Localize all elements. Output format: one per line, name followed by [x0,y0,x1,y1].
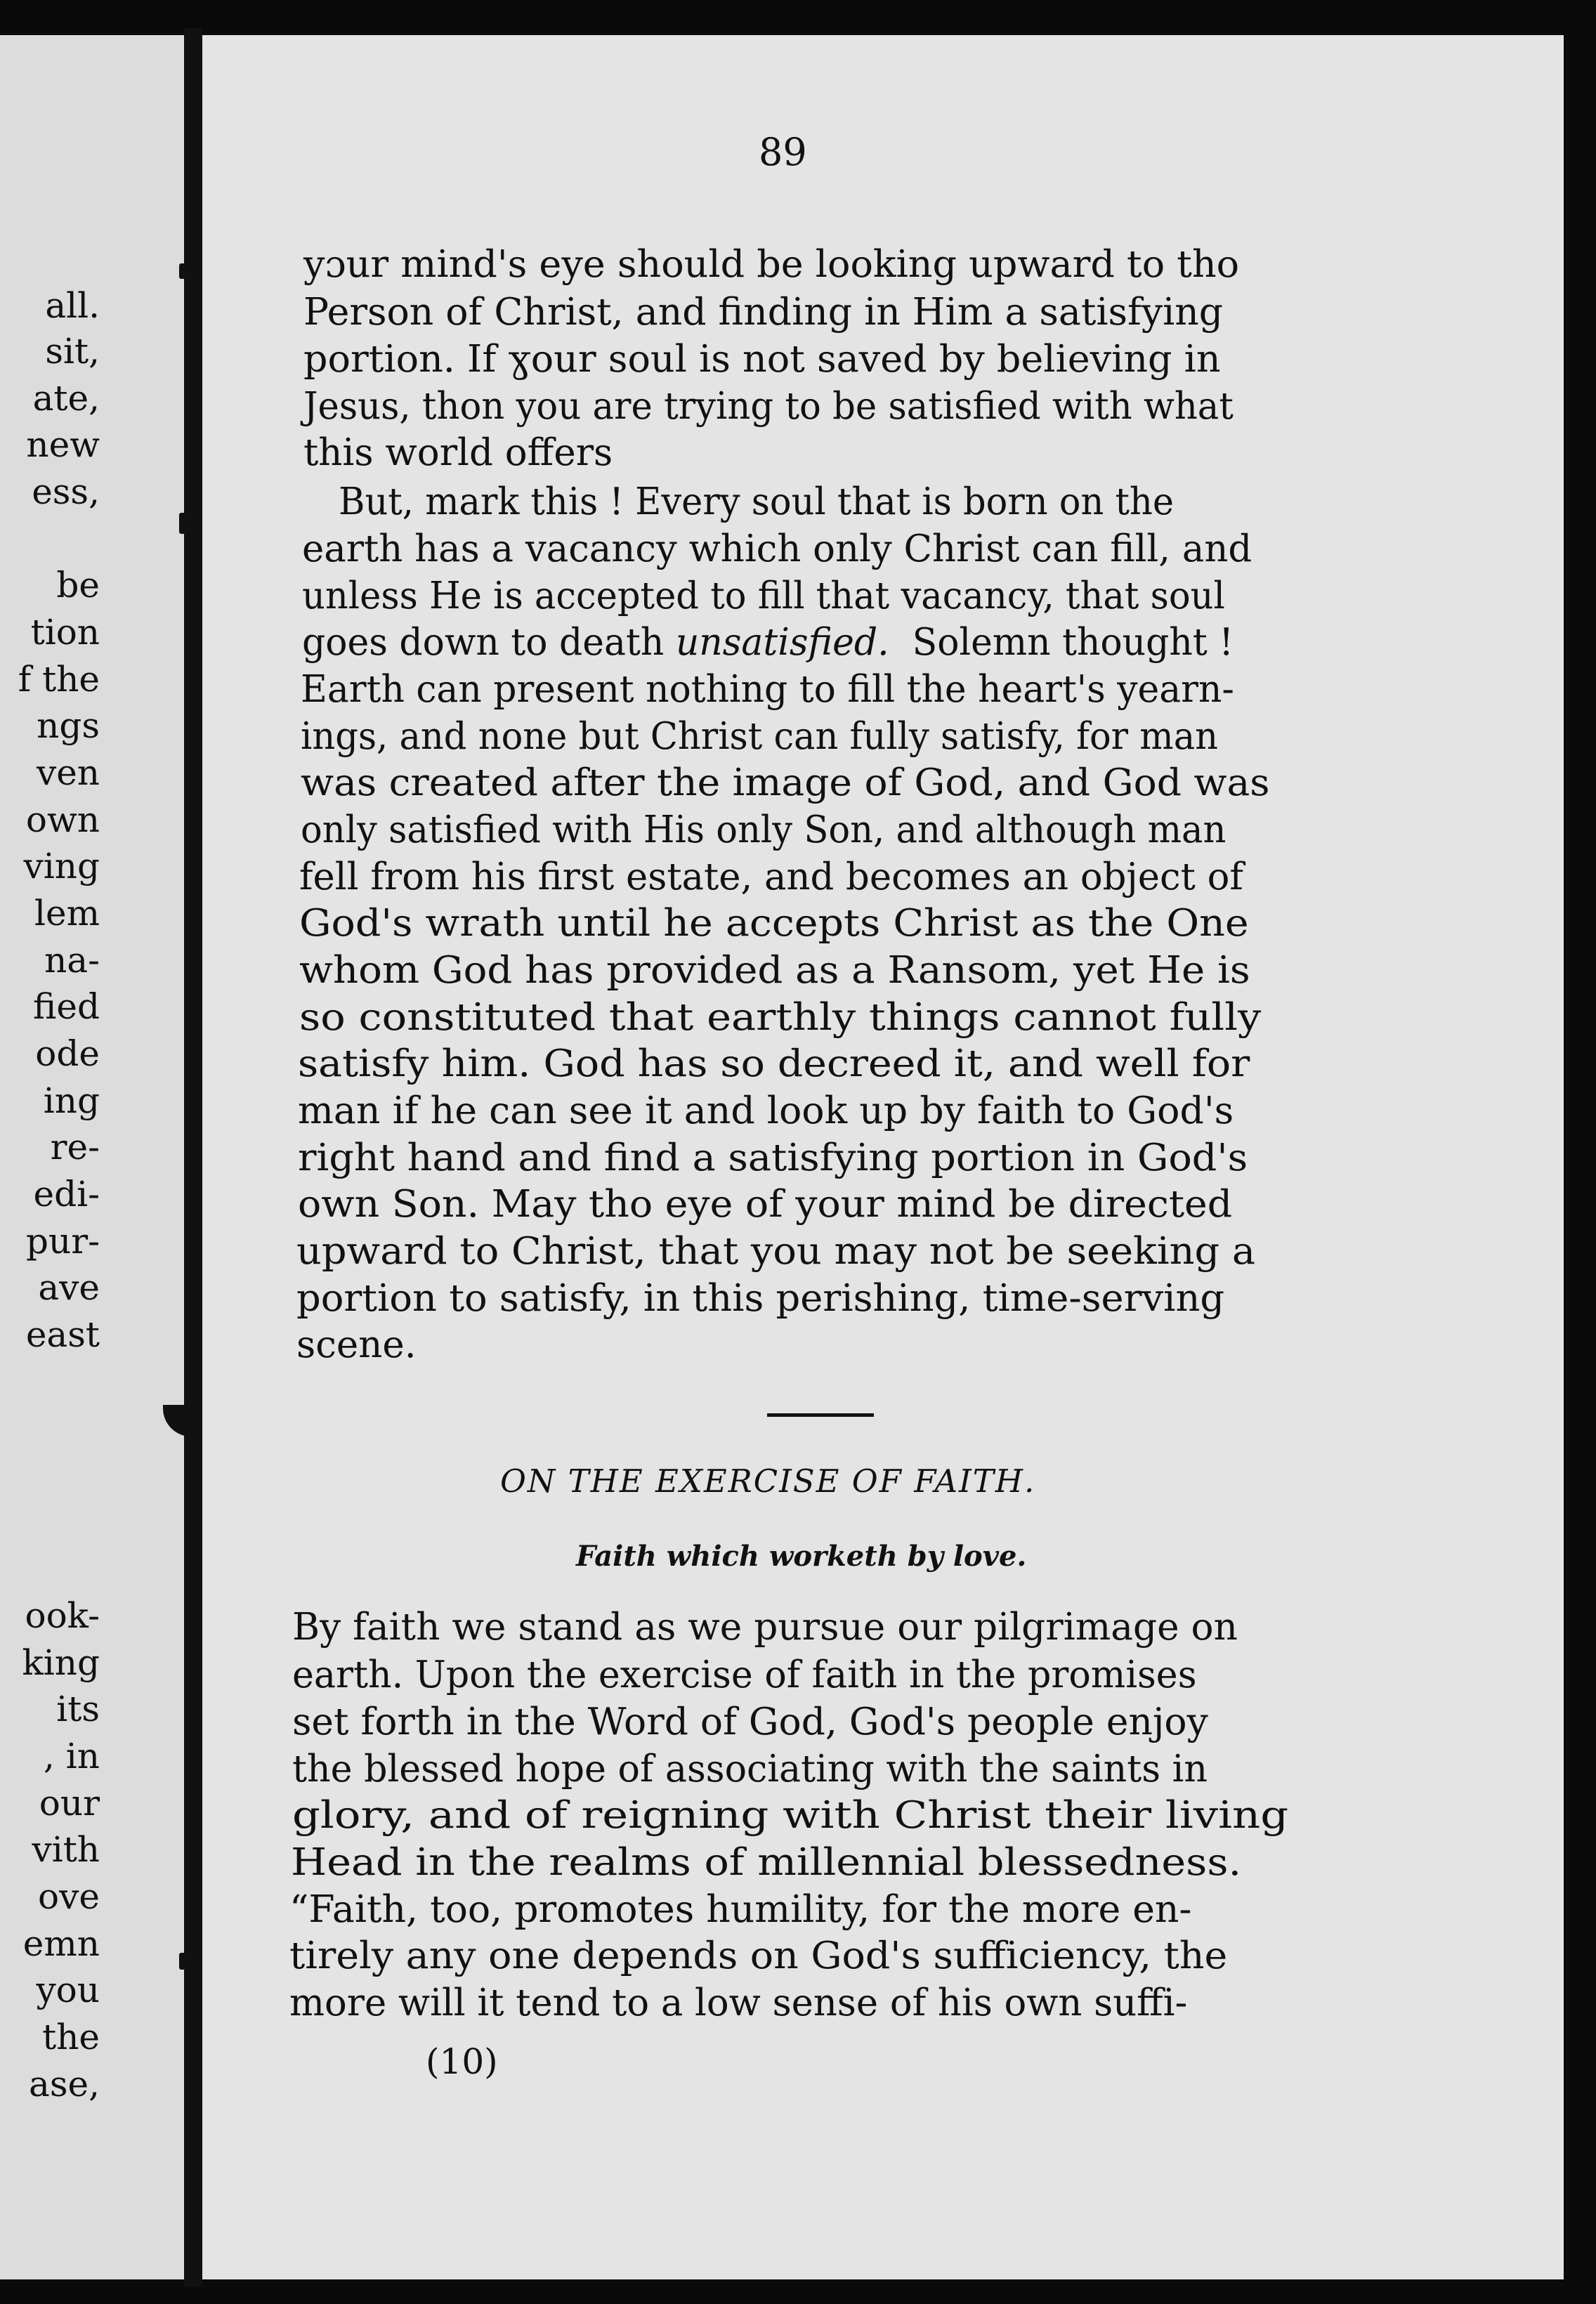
text-line: God's wrath until he accepts Christ as the One [299,902,1249,945]
text-line: only satisfied with His only Son, and although man [301,809,1227,851]
text-line: portion to satisfy, in this perishing, time-serving [296,1277,1225,1320]
text-line: own Son. May tho eye of your mind be directed [298,1183,1233,1226]
bleed-through-text [1080,1321,1087,1347]
left-page-line: fied [33,986,100,1027]
left-page-line: ate, [32,378,100,419]
binding-tab [179,1953,200,1970]
text-line: unless He is accepted to fill that vacancy, that soul [302,575,1225,617]
text-line: glory, and of reigning with Christ their living [292,1794,1289,1837]
page-number: 89 [759,130,807,174]
left-page-line: all. [45,285,100,326]
left-page-line: f the [18,659,100,700]
left-page-fragment [0,35,184,2279]
text-line: earth has a vacancy which only Christ can fill, and [302,528,1252,570]
left-page-line: ven [36,752,100,793]
text-line: portion. If ɣour soul is not saved by believing in [303,338,1221,381]
left-page-line: ave [38,1267,100,1308]
text-line: Head in the realms of millennial blessedness. [291,1841,1242,1884]
text-line: Jesus, thon you are trying to be satisfied with what [303,385,1234,428]
left-page-line: ngs [37,705,100,746]
left-page-line: new [26,424,100,465]
left-page-line: the [42,2017,100,2057]
section-subheading: Faith which worketh by love. [576,1540,1027,1573]
left-page-line: , in [44,1736,100,1776]
left-page-line: king [22,1642,100,1683]
left-page-line: re- [50,1127,100,1167]
left-page-line: tion [30,612,100,653]
text-line: more will it tend to a low sense of his own suffi- [289,1982,1188,2024]
left-page-line: own [25,799,100,840]
text-fragment: goes down to death [302,621,665,664]
text-line: scene. [296,1323,417,1366]
text-line: But, mark this ! Every soul that is born on the [339,480,1175,523]
signature-mark: (10) [426,2041,498,2082]
left-page-line: you [36,1970,100,2010]
left-page-line: ase, [29,2064,100,2105]
text-line: Person of Christ, and finding in Him a satisfying [303,291,1224,334]
left-page-line: east [25,1314,100,1355]
left-page-line: pur- [25,1221,100,1262]
text-line: man if he can see it and look up by faith to God's [298,1089,1234,1132]
text-line: upward to Christ, that you may not be seeking a [296,1230,1256,1273]
text-line: satisfy him. God has so decreed it, and well for [298,1042,1250,1085]
left-page-line: ving [23,846,100,886]
text-line: whom God has provided as a Ransom, yet He is [299,949,1250,992]
binding-tab [179,263,200,279]
text-line: the blessed hope of associating with the saints in [292,1748,1208,1791]
text-line: was created after the image of God, and God was [301,761,1270,804]
text-line: yɔur mind's eye should be looking upward to tho [303,243,1240,286]
text-line [302,621,1234,664]
emphasized-word: unsatisfied. [675,621,889,664]
left-page-line: sit, [45,331,100,372]
text-line: tirely any one depends on God's sufficiency, the [289,1935,1228,1977]
text-line: ings, and none but Christ can fully satisfy, for man [301,715,1219,758]
text-line: fell from his first estate, and becomes an object of [299,856,1243,898]
text-line: Earth can present nothing to fill the heart's yearn- [301,668,1234,711]
left-page-line: emn [22,1923,100,1964]
book-gutter [184,28,202,2286]
text-line: earth. Upon the exercise of faith in the promises [292,1654,1197,1696]
text-fragment: Solemn thought ! [912,621,1234,664]
left-page-line: our [39,1783,100,1824]
text-line: set forth in the Word of God, God's people enjoy [292,1701,1208,1743]
text-line: By faith we stand as we pursue our pilgrimage on [292,1606,1238,1649]
left-page-line: ing [43,1080,100,1121]
left-page-line: its [56,1689,100,1729]
left-page-line: lem [34,893,100,934]
left-page-line: ess, [32,471,100,512]
left-page-line: be [56,565,100,606]
text-line: so constituted that earthly things cannot fully [299,996,1262,1039]
text-line: “Faith, too, promotes humility, for the more en- [289,1888,1192,1931]
scan-border [1564,28,1596,2297]
left-page-line: ook- [25,1595,100,1636]
text-line: this world offers [303,431,613,474]
binding-tab [179,513,202,534]
left-page-line: edi- [33,1174,100,1215]
text-line: right hand and find a satisfying portion in God's [298,1137,1248,1179]
left-page-line: na- [44,940,100,981]
left-page-line: ove [38,1876,100,1917]
section-heading: ON THE EXERCISE OF FAITH. [500,1462,1036,1500]
left-page-line: ode [35,1033,100,1074]
section-rule [767,1413,874,1417]
left-page-line: vith [32,1829,100,1870]
